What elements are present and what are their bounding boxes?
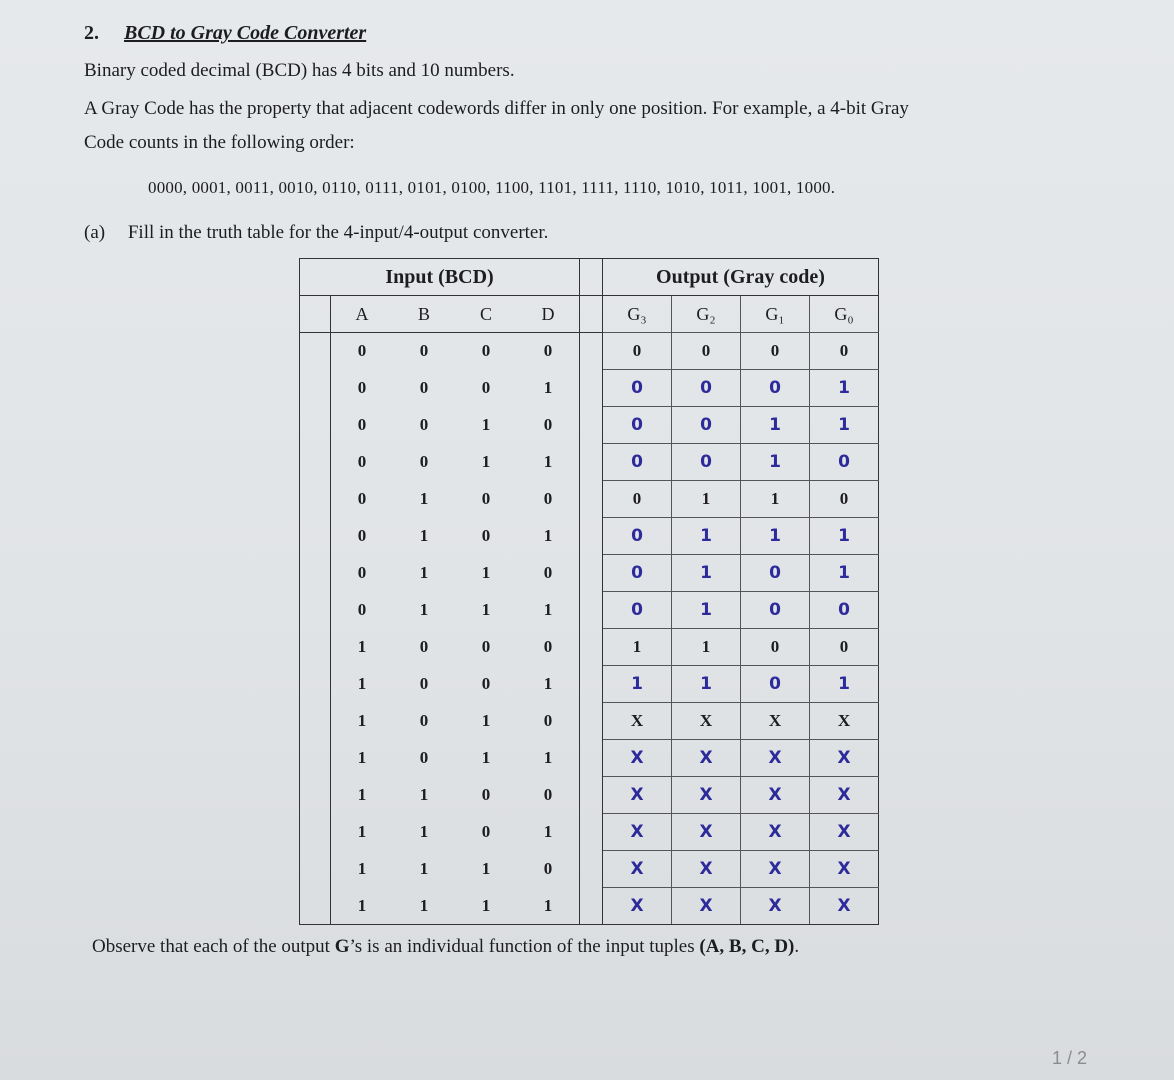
output-cell: X bbox=[672, 703, 741, 740]
input-cell: 1 bbox=[419, 563, 429, 582]
input-cell: 0 bbox=[419, 637, 429, 656]
input-cell: 1 bbox=[357, 637, 367, 656]
output-cell: 0 bbox=[741, 555, 810, 592]
input-cell: 1 bbox=[543, 452, 553, 471]
gray-sequence: 0000, 0001, 0011, 0010, 0110, 0111, 0101, 0100, 1100, 1101, 1111, 1110, 1010, 1011, 1001, 1000. bbox=[148, 178, 836, 197]
mid-gap bbox=[580, 666, 603, 703]
left-gap bbox=[300, 814, 331, 851]
left-gap bbox=[300, 407, 331, 444]
output-cell: X bbox=[603, 703, 672, 740]
output-cell: 1 bbox=[810, 518, 879, 555]
input-cell: 1 bbox=[481, 859, 491, 878]
input-cell: 0 bbox=[481, 822, 491, 841]
truth-table-body bbox=[300, 296, 879, 925]
output-cell: X bbox=[741, 851, 810, 888]
mid-gap bbox=[580, 629, 603, 666]
output-cell: 1 bbox=[672, 518, 741, 555]
output-cell: X bbox=[741, 703, 810, 740]
input-cell: 0 bbox=[543, 341, 553, 361]
input-cell: 1 bbox=[481, 415, 491, 434]
output-cell: 0 bbox=[741, 333, 810, 370]
part-a-label: (a) bbox=[84, 222, 106, 243]
input-cell: 1 bbox=[481, 711, 491, 730]
input-cell: 0 bbox=[419, 341, 429, 361]
input-cell: 0 bbox=[481, 489, 491, 508]
output-header: Output (Gray code) bbox=[603, 259, 879, 296]
input-cell: 0 bbox=[357, 600, 367, 619]
input-cell: 0 bbox=[357, 563, 367, 582]
col-g3: G₃ bbox=[603, 296, 672, 333]
output-cell: 0 bbox=[603, 592, 672, 629]
output-cell: X bbox=[672, 814, 741, 851]
output-cell: X bbox=[672, 851, 741, 888]
input-cell: 0 bbox=[419, 711, 429, 730]
input-cell: 0 bbox=[357, 452, 367, 471]
input-cell: 1 bbox=[357, 674, 367, 693]
output-cell: 0 bbox=[810, 333, 879, 370]
output-cell: 1 bbox=[741, 481, 810, 518]
input-cell: 1 bbox=[481, 600, 491, 619]
output-cell: X bbox=[741, 740, 810, 777]
mid-gap bbox=[580, 481, 603, 518]
input-header: Input (BCD) bbox=[300, 259, 580, 296]
output-cell: 0 bbox=[603, 407, 672, 444]
output-cell: 1 bbox=[810, 407, 879, 444]
output-cell: 0 bbox=[672, 370, 741, 407]
input-cell: 0 bbox=[419, 674, 429, 693]
paragraph-gray-line2: Code counts in the following order: bbox=[84, 132, 355, 153]
footer-post: . bbox=[794, 936, 800, 957]
problem-title: BCD to Gray Code Converter bbox=[124, 22, 367, 44]
output-cell: 1 bbox=[741, 444, 810, 481]
mid-gap bbox=[580, 777, 603, 814]
output-cell: 0 bbox=[603, 370, 672, 407]
output-cell: 1 bbox=[672, 481, 741, 518]
input-cell: 0 bbox=[543, 415, 553, 434]
output-cell: 0 bbox=[810, 629, 879, 666]
left-gap bbox=[300, 851, 331, 888]
output-cell: 1 bbox=[741, 407, 810, 444]
col-g2: G₂ bbox=[672, 296, 741, 333]
input-cell: 1 bbox=[419, 526, 429, 545]
output-cell: 0 bbox=[603, 518, 672, 555]
col-c: C bbox=[455, 296, 517, 333]
left-gap bbox=[300, 555, 331, 592]
input-cell: 1 bbox=[331, 888, 394, 925]
col-g1: G₁ bbox=[741, 296, 810, 333]
output-cell: 1 bbox=[672, 555, 741, 592]
input-cell: 0 bbox=[357, 378, 367, 397]
left-gap bbox=[300, 740, 331, 777]
input-cell: 1 bbox=[543, 674, 553, 693]
problem-number: 2. bbox=[84, 22, 99, 44]
input-cell: 0 bbox=[481, 674, 491, 693]
input-cell: 1 bbox=[517, 888, 580, 925]
input-cell: 1 bbox=[357, 785, 367, 804]
footer-mid: ’s is an individual function of the input tuples bbox=[349, 936, 700, 957]
table-row bbox=[300, 518, 879, 555]
input-cell: 0 bbox=[357, 526, 367, 545]
input-cell: 0 bbox=[357, 415, 367, 434]
input-cell: 1 bbox=[543, 822, 553, 841]
table-row bbox=[300, 592, 879, 629]
input-cell: 0 bbox=[419, 378, 429, 397]
output-cell: 1 bbox=[810, 370, 879, 407]
table-row bbox=[300, 703, 879, 740]
input-cell: 0 bbox=[419, 748, 429, 767]
output-cell: 1 bbox=[672, 592, 741, 629]
output-cell: 0 bbox=[741, 666, 810, 703]
output-cell: X bbox=[741, 777, 810, 814]
column-header-row bbox=[300, 296, 879, 333]
output-cell: 1 bbox=[672, 629, 741, 666]
table-row bbox=[300, 481, 879, 518]
input-cell: 1 bbox=[481, 748, 491, 767]
output-cell: X bbox=[810, 740, 879, 777]
table-row bbox=[300, 851, 879, 888]
left-gap bbox=[300, 370, 331, 407]
output-cell: X bbox=[810, 814, 879, 851]
left-gap bbox=[300, 703, 331, 740]
footer-bold-tuple: (A, B, C, D) bbox=[699, 936, 795, 957]
output-cell: X bbox=[603, 888, 672, 925]
input-cell: 0 bbox=[543, 859, 553, 878]
footer-note bbox=[92, 936, 799, 958]
mid-gap bbox=[580, 740, 603, 777]
part-a bbox=[84, 222, 548, 244]
output-cell: 1 bbox=[810, 555, 879, 592]
input-cell: 1 bbox=[419, 489, 429, 508]
left-gap bbox=[300, 592, 331, 629]
output-cell: 0 bbox=[672, 407, 741, 444]
output-cell: X bbox=[741, 888, 810, 925]
mid-gap bbox=[580, 370, 603, 407]
input-cell: 0 bbox=[543, 489, 553, 508]
input-cell: 0 bbox=[543, 637, 553, 656]
input-cell: 1 bbox=[357, 711, 367, 730]
table-row bbox=[300, 444, 879, 481]
output-cell: X bbox=[672, 777, 741, 814]
mid-gap bbox=[580, 518, 603, 555]
output-cell: 0 bbox=[741, 592, 810, 629]
mid-gap bbox=[580, 592, 603, 629]
mid-gap bbox=[580, 555, 603, 592]
input-cell: 0 bbox=[481, 526, 491, 545]
output-cell: 1 bbox=[741, 518, 810, 555]
left-gap bbox=[300, 888, 331, 925]
input-cell: 0 bbox=[481, 378, 491, 397]
output-cell: 0 bbox=[603, 444, 672, 481]
mid-gap bbox=[580, 444, 603, 481]
output-cell: 1 bbox=[603, 629, 672, 666]
left-gap bbox=[300, 481, 331, 518]
left-gap bbox=[300, 666, 331, 703]
input-cell: 1 bbox=[543, 748, 553, 767]
input-cell: 1 bbox=[393, 888, 455, 925]
output-cell: 0 bbox=[672, 333, 741, 370]
input-cell: 0 bbox=[357, 489, 367, 508]
output-cell: 0 bbox=[603, 333, 672, 370]
col-a: A bbox=[331, 296, 394, 333]
input-cell: 1 bbox=[543, 600, 553, 619]
footer-pre: Observe that each of the output bbox=[92, 936, 335, 957]
table-row bbox=[300, 814, 879, 851]
table-row bbox=[300, 370, 879, 407]
input-cell: 1 bbox=[481, 452, 491, 471]
input-cell: 0 bbox=[543, 563, 553, 582]
output-cell: X bbox=[810, 777, 879, 814]
table-row bbox=[300, 740, 879, 777]
input-cell: 1 bbox=[543, 526, 553, 545]
table-row bbox=[300, 777, 879, 814]
left-gap bbox=[300, 777, 331, 814]
table-row bbox=[300, 407, 879, 444]
mid-gap bbox=[580, 296, 603, 333]
output-cell: X bbox=[603, 777, 672, 814]
input-cell: 0 bbox=[357, 341, 367, 361]
output-cell: X bbox=[741, 814, 810, 851]
output-cell: X bbox=[672, 740, 741, 777]
input-cell: 0 bbox=[543, 711, 553, 730]
left-gap bbox=[300, 629, 331, 666]
table-row bbox=[300, 666, 879, 703]
left-gap bbox=[300, 518, 331, 555]
output-cell: 0 bbox=[741, 629, 810, 666]
input-cell: 0 bbox=[481, 785, 491, 804]
output-cell: 0 bbox=[810, 592, 879, 629]
paragraph-gray-line1: A Gray Code has the property that adjacent codewords differ in only one position. For example, a 4-bit Gray bbox=[84, 98, 909, 119]
output-cell: 1 bbox=[672, 666, 741, 703]
output-cell: X bbox=[672, 888, 741, 925]
paragraph-bcd: Binary coded decimal (BCD) has 4 bits and 10 numbers. bbox=[84, 60, 515, 81]
header-gap bbox=[580, 259, 603, 296]
input-cell: 1 bbox=[419, 785, 429, 804]
output-cell: 1 bbox=[810, 666, 879, 703]
input-cell: 0 bbox=[481, 637, 491, 656]
table-row bbox=[300, 555, 879, 592]
truth-table bbox=[299, 258, 879, 925]
output-cell: 0 bbox=[810, 444, 879, 481]
input-cell: 0 bbox=[481, 341, 491, 361]
input-cell: 1 bbox=[419, 600, 429, 619]
output-cell: X bbox=[603, 814, 672, 851]
col-b: B bbox=[393, 296, 455, 333]
page-number: 1 / 2 bbox=[1052, 1048, 1088, 1068]
problem-heading bbox=[84, 22, 366, 45]
output-cell: 0 bbox=[741, 370, 810, 407]
input-cell: 1 bbox=[419, 859, 429, 878]
output-cell: 0 bbox=[603, 555, 672, 592]
mid-gap bbox=[580, 333, 603, 370]
input-cell: 1 bbox=[357, 748, 367, 767]
table-row bbox=[300, 333, 879, 370]
output-cell: X bbox=[810, 851, 879, 888]
input-cell: 1 bbox=[357, 859, 367, 878]
col-d: D bbox=[517, 296, 580, 333]
output-cell: 0 bbox=[672, 444, 741, 481]
input-cell: 1 bbox=[543, 378, 553, 397]
input-cell: 1 bbox=[357, 822, 367, 841]
output-cell: 0 bbox=[810, 481, 879, 518]
table-row bbox=[300, 888, 879, 925]
output-cell: 1 bbox=[603, 666, 672, 703]
input-cell: 0 bbox=[419, 452, 429, 471]
left-gap bbox=[300, 333, 331, 370]
footer-bold-g: G bbox=[334, 936, 350, 957]
mid-gap bbox=[580, 851, 603, 888]
input-cell: 0 bbox=[419, 415, 429, 434]
mid-gap bbox=[580, 407, 603, 444]
output-cell: X bbox=[810, 888, 879, 925]
part-a-text: Fill in the truth table for the 4-input/4-output converter. bbox=[127, 222, 549, 243]
mid-gap bbox=[580, 888, 603, 925]
output-cell: X bbox=[603, 851, 672, 888]
output-cell: 0 bbox=[603, 481, 672, 518]
left-gap bbox=[300, 444, 331, 481]
output-cell: X bbox=[810, 703, 879, 740]
output-cell: X bbox=[603, 740, 672, 777]
input-cell: 0 bbox=[543, 785, 553, 804]
mid-gap bbox=[580, 814, 603, 851]
table-row bbox=[300, 629, 879, 666]
left-gap bbox=[300, 296, 331, 333]
input-cell: 1 bbox=[481, 563, 491, 582]
input-cell: 1 bbox=[419, 822, 429, 841]
input-cell: 1 bbox=[455, 888, 517, 925]
col-g0: G₀ bbox=[810, 296, 879, 333]
mid-gap bbox=[580, 703, 603, 740]
